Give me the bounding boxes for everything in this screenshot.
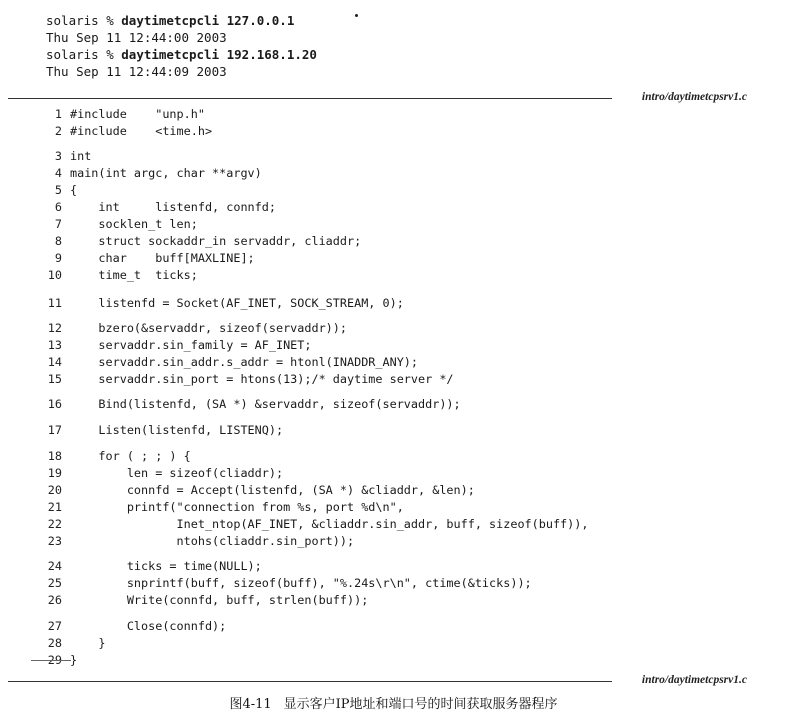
terminal-output [46,12,606,80]
code-text: } [70,636,106,650]
code-text: int [70,149,92,163]
code-text: servaddr.sin_addr.s_addr = htonl(INADDR_ANY); [70,355,419,369]
code-line [36,618,226,634]
code-text: time_t ticks; [70,268,198,282]
line-number: 12 [47,321,62,335]
line-number: 13 [47,338,62,352]
line-number: 19 [47,466,62,480]
line-number: 21 [47,500,62,514]
code-line [36,320,347,336]
code-line [36,123,212,139]
code-line [36,422,283,438]
code-line [36,592,368,608]
code-text: servaddr.sin_port = htons(13);/* daytime server */ [70,372,454,386]
code-line [36,575,532,591]
code-line [36,371,454,387]
code-line [36,516,588,532]
code-line [36,558,262,574]
top-rule [8,98,612,99]
code-text: #include "unp.h" [70,107,205,121]
figure-caption [0,693,787,712]
code-line [36,182,77,198]
code-text: Write(connfd, buff, strlen(buff)); [70,593,369,607]
code-text: for ( ; ; ) { [70,449,191,463]
code-text: printf("connection from %s, port %d\n", [70,500,404,514]
figure-title: 显示客户IP地址和端口号的时间获取服务器程序 [283,697,558,712]
code-line [36,106,205,122]
terminal-line: Thu Sep 11 12:44:00 2003 [46,30,227,45]
code-line [36,250,255,266]
code-text: servaddr.sin_family = AF_INET; [70,338,312,352]
closing-rule-stub [31,660,71,661]
code-text: len = sizeof(cliaddr); [70,466,284,480]
figure-number: 图4-11 [229,697,272,712]
code-text: snprintf(buff, sizeof(buff), "%.24s\r\n", ctime(&ticks)); [70,576,532,590]
code-text: } [70,653,78,667]
code-line [36,396,461,412]
code-text: #include <time.h> [70,124,213,138]
code-line [36,499,404,515]
line-number: 22 [47,517,62,531]
line-number: 5 [54,183,62,197]
code-line [36,165,262,181]
line-number: 27 [47,619,62,633]
code-text: socklen_t len; [70,217,198,231]
code-line [36,448,191,464]
line-number: 10 [47,268,62,282]
code-line [36,199,276,215]
code-text: Close(connfd); [70,619,227,633]
code-line [36,482,475,498]
line-number: 6 [54,200,62,214]
code-text: Inet_ntop(AF_INET, &cliaddr.sin_addr, buff, sizeof(buff)), [70,517,589,531]
code-line [36,337,311,353]
line-number: 26 [47,593,62,607]
line-number: 3 [54,149,62,163]
code-text: connfd = Accept(listenfd, (SA *) &cliaddr, &len); [70,483,475,497]
line-number: 28 [47,636,62,650]
line-number: 1 [54,107,62,121]
code-text: char buff[MAXLINE]; [70,251,255,265]
line-number: 14 [47,355,62,369]
line-number: 8 [54,234,62,248]
filename-label-top: intro/daytimetcpsrv1.c [641,91,747,103]
line-number: 18 [47,449,62,463]
code-text: Bind(listenfd, (SA *) &servaddr, sizeof(servaddr)); [70,397,461,411]
code-line [36,635,106,651]
code-line [36,233,361,249]
line-number: 4 [54,166,62,180]
line-number: 23 [47,534,62,548]
code-line [36,465,283,481]
line-number: 25 [47,576,62,590]
line-number: 20 [47,483,62,497]
code-text: int listenfd, connfd; [70,200,276,214]
code-text: main(int argc, char **argv) [70,166,262,180]
line-number: 16 [47,397,62,411]
line-number: 7 [54,217,62,231]
terminal-line: Thu Sep 11 12:44:09 2003 [46,64,227,79]
bottom-rule [8,681,612,682]
code-line [36,533,354,549]
code-line [36,295,404,311]
line-number: 2 [54,124,62,138]
line-number: 24 [47,559,62,573]
line-number: 17 [47,423,62,437]
code-line [36,354,418,370]
code-text: ntohs(cliaddr.sin_port)); [70,534,355,548]
code-text: { [70,183,78,197]
code-text: listenfd = Socket(AF_INET, SOCK_STREAM, 0); [70,296,404,310]
filename-label-bottom: intro/daytimetcpsrv1.c [641,674,747,686]
code-text: Listen(listenfd, LISTENQ); [70,423,284,437]
line-number: 29 [47,653,62,667]
stray-dot [355,14,358,17]
code-text: ticks = time(NULL); [70,559,262,573]
terminal-line: solaris % daytimetcpcli 192.168.1.20 [46,47,317,62]
code-text: struct sockaddr_in servaddr, cliaddr; [70,234,362,248]
terminal-line: solaris % daytimetcpcli 127.0.0.1 [46,13,295,28]
line-number: 9 [54,251,62,265]
code-text: bzero(&servaddr, sizeof(servaddr)); [70,321,347,335]
line-number: 15 [47,372,62,386]
code-line [36,267,198,283]
code-line [36,148,91,164]
line-number: 11 [47,296,62,310]
code-line [36,216,198,232]
